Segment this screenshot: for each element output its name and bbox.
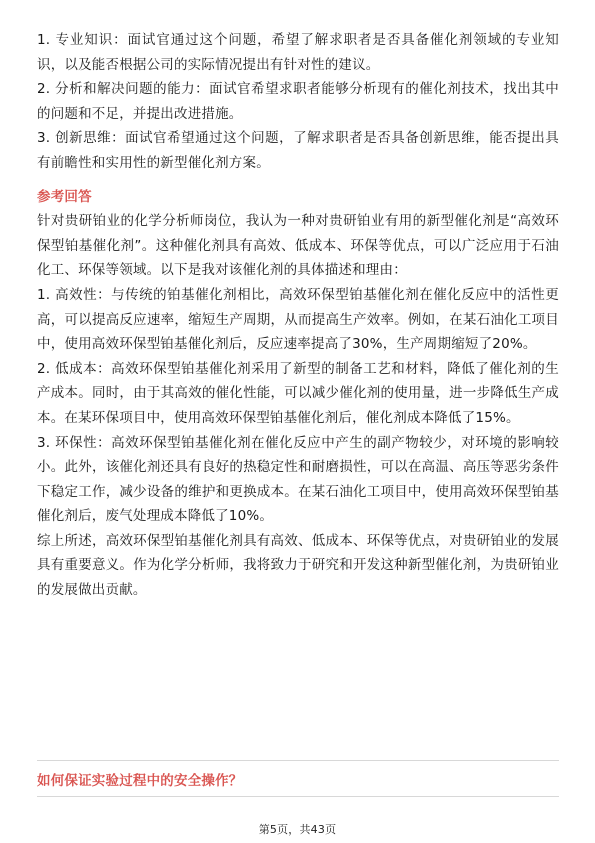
page-footer: 第5页，共43页 (258, 823, 337, 836)
answer-point-2: 2. 低成本：高效环保型铂基催化剂采用了新型的制备工艺和材料，降低了催化剂的生产成本。同时，由于其高效的催化性能，可以减少催化剂的使用量，进一步降低生产成本。在某环保项目中，使用高效环保型铂基催化剂后，催化剂成本降低了15%。 (37, 360, 559, 426)
document-body (37, 28, 559, 603)
intro-point-3: 3. 创新思维：面试官希望通过这个问题，了解求职者是否具备创新思维，能否提出具有前瞻性和实用性的新型催化剂方案。 (37, 130, 559, 171)
answer-point-1: 1. 高效性：与传统的铂基催化剂相比，高效环保型铂基催化剂在催化反应中的活性更高，可以提高反应速率，缩短生产周期，从而提高生产效率。例如，在某石油化工项目中，使用高效环保型铂基催化剂后，反应速率提高了30%，生产周期缩短了20%。 (37, 286, 559, 353)
next-question-heading: 如何保证实验过程中的安全操作？ (37, 773, 243, 789)
answer-heading: 参考回答 (37, 188, 92, 205)
section-divider-bottom (37, 796, 559, 797)
intro-point-1: 1. 专业知识：面试官通过这个问题，希望了解求职者是否具备催化剂领域的专业知识，以及能否根据公司的实际情况提出有针对性的建议。 (37, 32, 559, 73)
intro-point-2: 2. 分析和解决问题的能力：面试官希望求职者能够分析现有的催化剂技术，找出其中的问题和不足，并提出改进措施。 (37, 81, 559, 122)
answer-point-3: 3. 环保性：高效环保型铂基催化剂在催化反应中产生的副产物较少，对环境的影响较小。此外，该催化剂还具有良好的热稳定性和耐磨损性，可以在高温、高压等恶劣条件下稳定工作，减少设备的维护和更换成本。在某石油化工项目中，使用高效环保型铂基催化剂后，废气处理成本降低了10%。 (37, 434, 559, 525)
answer-summary: 综上所述，高效环保型铂基催化剂具有高效、低成本、环保等优点，对贵研铂业的发展具有重要意义。作为化学分析师，我将致力于研究和开发这种新型催化剂，为贵研铂业的发展做出贡献。 (37, 532, 559, 599)
answer-intro: 针对贵研铂业的化学分析师岗位，我认为一种对贵研铂业有用的新型催化剂是“高效环保型铂基催化剂”。这种催化剂具有高效、低成本、环保等优点，可以广泛应用于石油化工、环保等领域。以下是我对该催化剂的具体描述和理由： (37, 213, 559, 279)
section-divider-top (37, 760, 559, 761)
